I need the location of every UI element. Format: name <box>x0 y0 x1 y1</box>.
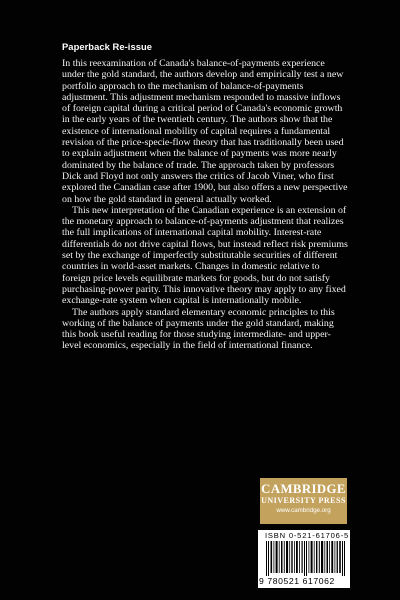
isbn-label: ISBN 0-521-61706-5 <box>265 531 350 540</box>
ean-number: 9 780521 617062 <box>259 576 335 586</box>
barcode-block <box>258 530 350 588</box>
publisher-subname: UNIVERSITY PRESS <box>261 496 346 505</box>
blurb-paragraph-3: The authors apply standard elementary economic principles to this working of the balance of payments under the gold standard, making this book useful reading for those studying intermediate- and upper-level economics, especially in the field of international finance. <box>62 306 335 352</box>
edition-label: Paperback Re-issue <box>62 41 153 52</box>
blurb-paragraph-2: This new interpretation of the Canadian experience is an extension of the monetary approach to balance-of-payments adjustment that realizes the full implications of international capital mobility. Interest-rate differentials do not drive capital flows, but instead reflect risk premiums set by the exchange of imperfectly substitutable securities of different countries in world-asset markets. Changes in domestic relative to foreign price levels equilibrate markets for goods, but do not satisfy purchasing-power parity. This innovative theory may apply to any fixed exchange-rate system when capital is internationally mobile. <box>62 204 348 307</box>
publisher-name: CAMBRIDGE <box>261 482 346 496</box>
publisher-logo <box>260 478 347 524</box>
publisher-website: www.cambridge.org <box>276 507 331 514</box>
blurb-text <box>62 58 348 352</box>
barcode-icon <box>266 541 346 576</box>
blurb-paragraph-1: In this reexamination of Canada's balance-of-payments experience under the gold standard, the authors develop and empirically test a new portfolio approach to the mechanism of balance-of-payments adjustment. This adjustment mechanism responded to massive inflows of foreign capital during a critical period of Canada's economic growth in the early years of the twentieth century. The authors show that the existence of international mobility of capital requires a fundamental revision of the price-specie-flow theory that has traditionally been used to explain adjustment when the balance of payments was more nearly dominated by the balance of trade. The approach taken by professors Dick and Floyd not only answers the critics of Jacob Viner, who first explored the Canadian case after 1900, but also offers a new perspective on how the gold standard in general actually worked. <box>62 58 348 205</box>
